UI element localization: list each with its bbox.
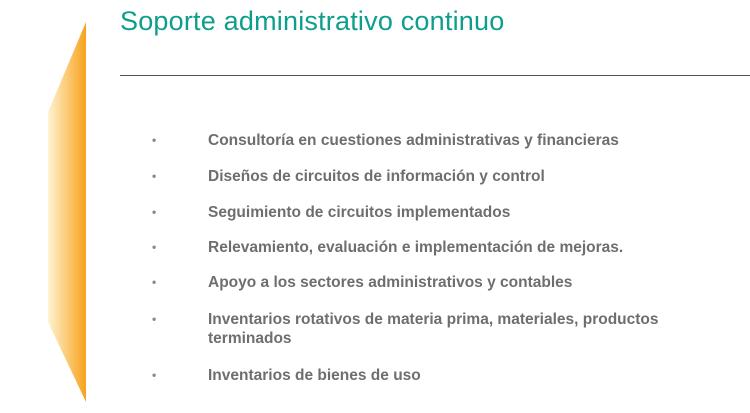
- bullet-text: Consultoría en cuestiones administrativas y financieras: [208, 132, 619, 149]
- bullet-dot: •: [152, 205, 157, 219]
- bullet-dot: •: [152, 240, 157, 254]
- bullet-text: Seguimiento de circuitos implementados: [208, 204, 511, 221]
- bullet-text: Apoyo a los sectores administrativos y contables: [208, 274, 573, 291]
- bullet-dot: •: [152, 368, 157, 382]
- bullet-text: Inventarios de bienes de uso: [208, 367, 421, 384]
- slide-title: Soporte administrativo continuo: [120, 6, 505, 36]
- bullet-text: Inventarios rotativos de materia prima, materiales, productos terminados: [208, 311, 659, 347]
- bullet-dot: •: [152, 169, 157, 183]
- bullet-dot: •: [152, 133, 157, 147]
- bullet-dot: •: [152, 275, 157, 289]
- bullet-text: Diseños de circuitos de información y control: [208, 168, 545, 185]
- bullet-text: Relevamiento, evaluación e implementación de mejoras.: [208, 239, 624, 256]
- bullet-dot: •: [152, 312, 157, 326]
